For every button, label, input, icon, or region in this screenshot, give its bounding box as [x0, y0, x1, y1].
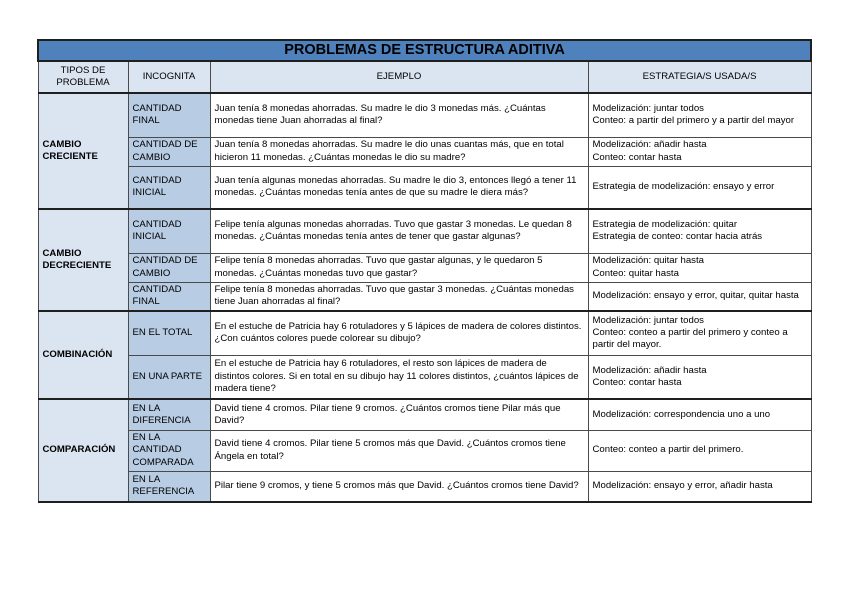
table-row	[38, 471, 811, 502]
strategy-cell: Modelización: añadir hasta Conteo: contar hasta	[588, 355, 811, 399]
group-type-cambio-decreciente: CAMBIO DECRECIENTE	[38, 209, 128, 311]
strategy-cell: Estrategia de modelización: ensayo y error	[588, 166, 811, 209]
strategy-cell: Modelización: juntar todos Conteo: conteo a partir del primero y conteo a partir del mayor.	[588, 311, 811, 355]
table-row	[38, 355, 811, 399]
incognita-cell: EN LA CANTIDAD COMPARADA	[128, 430, 210, 471]
table-row	[38, 209, 811, 253]
incognita-cell: CANTIDAD FINAL	[128, 93, 210, 137]
table-row	[38, 282, 811, 311]
incognita-cell: EN LA DIFERENCIA	[128, 399, 210, 430]
strategy-cell: Modelización: juntar todos Conteo: a partir del primero y a partir del mayor	[588, 93, 811, 137]
table-row	[38, 311, 811, 355]
additive-problems-table	[37, 39, 812, 503]
example-cell: Juan tenía algunas monedas ahorradas. Su madre le dio 3, entonces llegó a tener 11 monedas. ¿Cuántas monedas tenía antes de que su madre le diera más?	[210, 166, 588, 209]
incognita-cell: CANTIDAD DE CAMBIO	[128, 253, 210, 282]
example-cell: David tiene 4 cromos. Pilar tiene 5 cromos más que David. ¿Cuántos cromos tiene Ángela en total?	[210, 430, 588, 471]
strategy-cell: Modelización: quitar hasta Conteo: quitar hasta	[588, 253, 811, 282]
strategy-cell: Modelización: ensayo y error, añadir hasta	[588, 471, 811, 502]
strategy-cell: Modelización: añadir hasta Conteo: contar hasta	[588, 137, 811, 166]
incognita-cell: CANTIDAD FINAL	[128, 282, 210, 311]
example-cell: En el estuche de Patricia hay 6 rotuladores, el resto son lápices de madera de distintos colores. Si en total en su dibujo hay 11 colores distintos, ¿cuántos lápices de madera tiene?	[210, 355, 588, 399]
strategy-cell: Modelización: correspondencia uno a uno	[588, 399, 811, 430]
example-cell: Juan tenía 8 monedas ahorradas. Su madre le dio 3 monedas más. ¿Cuántas monedas tiene Juan ahorradas al final?	[210, 93, 588, 137]
example-cell: Juan tenía 8 monedas ahorradas. Su madre le dio unas cuantas más, que en total hicieron 11 monedas. ¿Cuántas monedas le dio su madre?	[210, 137, 588, 166]
example-cell: David tiene 4 cromos. Pilar tiene 9 cromos. ¿Cuántos cromos tiene Pilar más que David?	[210, 399, 588, 430]
strategy-cell: Conteo: conteo a partir del primero.	[588, 430, 811, 471]
table-row	[38, 166, 811, 209]
example-cell: Felipe tenía algunas monedas ahorradas. Tuvo que gastar 3 monedas. Le quedan 8 monedas. ¿Cuántas monedas tenía antes de tener que gastar algunas?	[210, 209, 588, 253]
incognita-cell: CANTIDAD DE CAMBIO	[128, 137, 210, 166]
document	[37, 39, 810, 503]
table-row	[38, 430, 811, 471]
incognita-cell: EN LA REFERENCIA	[128, 471, 210, 502]
strategy-cell: Estrategia de modelización: quitar Estrategia de conteo: contar hacia atrás	[588, 209, 811, 253]
header-incognita: INCOGNITA	[128, 61, 210, 93]
example-cell: En el estuche de Patricia hay 6 rotuladores y 5 lápices de madera de colores distintos. ¿Con cuántos colores puede colorear su dibujo?	[210, 311, 588, 355]
group-type-combinacion: COMBINACIÓN	[38, 311, 128, 399]
table-title: PROBLEMAS DE ESTRUCTURA ADITIVA	[38, 40, 811, 61]
example-cell: Felipe tenía 8 monedas ahorradas. Tuvo que gastar 3 monedas. ¿Cuántas monedas tiene Juan ahorradas al final?	[210, 282, 588, 311]
example-cell: Pilar tiene 9 cromos, y tiene 5 cromos más que David. ¿Cuántos cromos tiene David?	[210, 471, 588, 502]
incognita-cell: CANTIDAD INICIAL	[128, 166, 210, 209]
incognita-cell: CANTIDAD INICIAL	[128, 209, 210, 253]
group-type-comparacion: COMPARACIÓN	[38, 399, 128, 502]
table-row	[38, 137, 811, 166]
header-estrategia: ESTRATEGIA/S USADA/S	[588, 61, 811, 93]
table-row	[38, 93, 811, 137]
example-cell: Felipe tenía 8 monedas ahorradas. Tuvo que gastar algunas, y le quedaron 5 monedas. ¿Cuántas monedas tuvo que gastar?	[210, 253, 588, 282]
strategy-cell: Modelización: ensayo y error, quitar, quitar hasta	[588, 282, 811, 311]
incognita-cell: EN UNA PARTE	[128, 355, 210, 399]
table-row	[38, 253, 811, 282]
table-row	[38, 399, 811, 430]
header-ejemplo: EJEMPLO	[210, 61, 588, 93]
header-tipos: TIPOS DE PROBLEMA	[38, 61, 128, 93]
incognita-cell: EN EL TOTAL	[128, 311, 210, 355]
group-type-cambio-creciente: CAMBIO CRECIENTE	[38, 93, 128, 209]
